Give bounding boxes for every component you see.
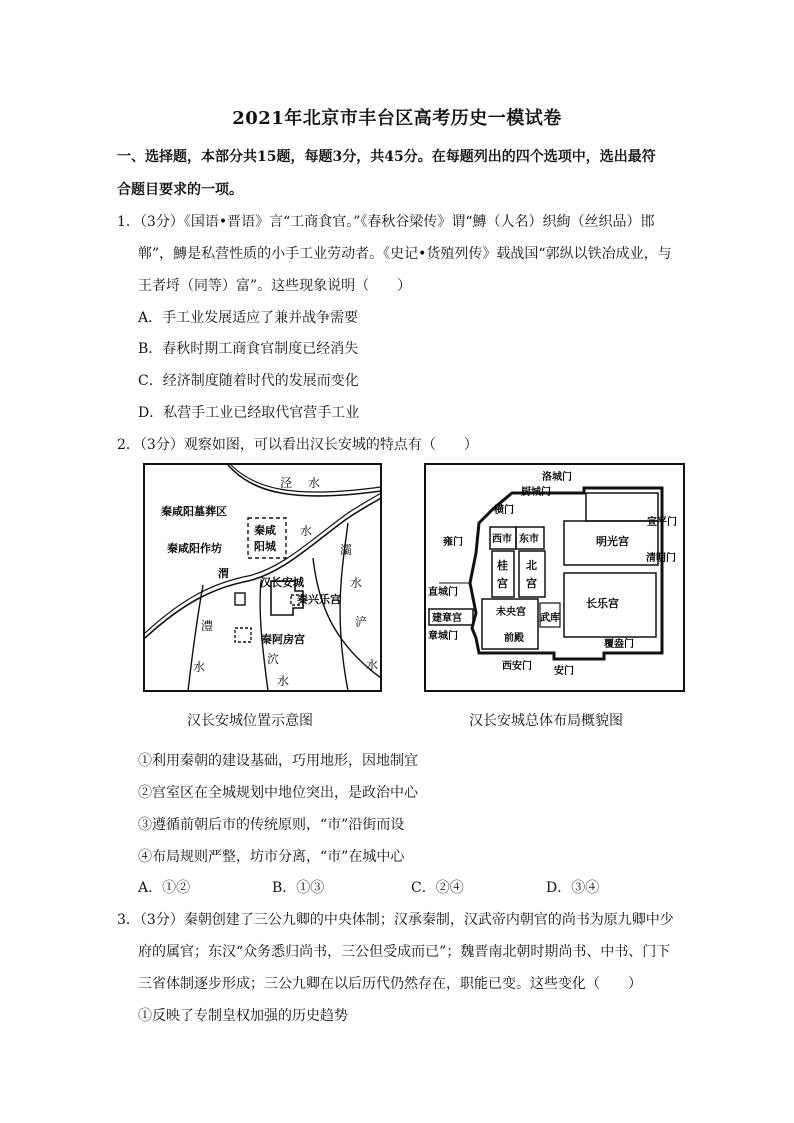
label-heng: 横门 xyxy=(494,505,514,516)
q1-option-b[interactable]: B．春秋时期工商食官制度已经消失 xyxy=(138,341,359,357)
q1-option-c[interactable]: C．经济制度随着时代的发展而变化 xyxy=(138,373,359,389)
q1-stem-line3: 王者埒（同等）富”。这些现象说明（ ） xyxy=(138,278,412,294)
q2-option-c[interactable]: C．②④ xyxy=(411,880,464,896)
q2-option-d[interactable]: D．③④ xyxy=(546,880,600,896)
label-xuanping: 宣平门 xyxy=(647,517,677,528)
label-jing-shui: 水 xyxy=(308,476,321,490)
label-efang: 秦阿房宫 xyxy=(261,633,305,646)
label-xianyang-2: 阳城 xyxy=(254,540,276,553)
label-bazheng: 覆盎门 xyxy=(604,639,634,650)
label-chucheng: 厨城门 xyxy=(521,487,551,498)
label-feng-shui: 水 xyxy=(193,660,206,674)
label-wuku: 武库 xyxy=(540,613,560,624)
label-jianzhang: 建章宫 xyxy=(432,613,462,624)
q2-option-a[interactable]: A．①② xyxy=(138,880,191,896)
q1-option-a[interactable]: A．手工业发展适应了兼并战争需要 xyxy=(138,310,359,326)
label-luocheng: 洛城门 xyxy=(542,472,572,483)
label-weiyang: 未央宫 xyxy=(496,607,526,618)
label-anmen: 安门 xyxy=(554,666,574,677)
q2-statement-1: ①利用秦朝的建设基础，巧用地形，因地制宜 xyxy=(138,753,418,769)
label-mudi: 秦咸阳墓葬区 xyxy=(161,505,227,518)
label-yong: 雍门 xyxy=(443,537,463,548)
location-map xyxy=(143,463,382,692)
label-chan-shui: 水 xyxy=(366,658,379,672)
label-xingle: 秦兴乐宫 xyxy=(297,593,341,606)
q2-statement-3: ③遵循前朝后市的传统原则，“市”沿街而设 xyxy=(138,817,405,833)
label-jue-shui: 水 xyxy=(277,674,290,688)
label-mingguang: 明光宫 xyxy=(596,535,629,548)
q2-stem: 2．（3分）观察如图，可以看出汉长安城的特点有（ ） xyxy=(117,437,478,453)
q2-option-b[interactable]: B．①③ xyxy=(272,880,325,896)
q1-stem-line1: 1．（3分）《国语•晋语》言“工商食官。”《春秋谷梁传》谓“鱄（人名）织絢（丝织品）邯 xyxy=(117,214,655,230)
label-ba: 灞 xyxy=(340,543,353,557)
label-qingming: 清明门 xyxy=(646,553,676,564)
label-bei-1: 北 xyxy=(526,559,537,572)
label-bei-2: 宫 xyxy=(526,577,537,590)
q3-statement-1: ①反映了专制皇权加强的历史趋势 xyxy=(138,1008,348,1024)
page-title: 2021年北京市丰台区高考历史一模试卷 xyxy=(232,108,562,129)
layout-map-caption: 汉长安城总体布局概貌图 xyxy=(469,713,623,729)
q3-stem-line1: 3．（3分）秦朝创建了三公九卿的中央体制；汉承秦制，汉武帝内朝官的尚书为原九卿中少 xyxy=(117,912,674,928)
label-changle: 长乐宫 xyxy=(586,597,619,610)
label-zuofang: 秦咸阳作坊 xyxy=(167,542,222,555)
label-jing: 泾 xyxy=(280,476,293,490)
label-chan: 浐 xyxy=(355,615,368,629)
label-wei: 渭 xyxy=(218,567,229,580)
q2-statement-2: ②宫室区在全城规划中地位突出，是政治中心 xyxy=(138,785,418,801)
label-xishi: 西市 xyxy=(492,534,512,545)
label-gui-1: 桂 xyxy=(497,559,508,572)
label-gui-2: 宫 xyxy=(497,577,508,590)
label-feng: 澧 xyxy=(201,619,214,633)
layout-map xyxy=(424,463,685,692)
section-instruction-line2: 合题目要求的一项。 xyxy=(117,182,243,198)
label-changan: 汉长安城 xyxy=(260,576,304,589)
label-xian: 西安门 xyxy=(502,661,532,672)
label-ba-shui: 水 xyxy=(350,576,363,590)
q3-stem-line3: 三省体制逐步形成；三公九卿在以后历代仍然存在，职能已变。这些变化（ ） xyxy=(138,976,642,992)
label-qiandian: 前殿 xyxy=(504,633,524,644)
label-zhicheng: 直城门 xyxy=(428,587,458,598)
label-zhangcheng: 章城门 xyxy=(428,631,458,642)
label-xianyang-1: 秦咸 xyxy=(254,524,276,537)
location-map-caption: 汉长安城位置示意图 xyxy=(187,713,313,729)
q1-option-d[interactable]: D．私营手工业已经取代官营手工业 xyxy=(138,405,360,421)
q2-statement-4: ④布局规则严整，坊市分离，“市”在城中心 xyxy=(138,849,405,865)
q3-stem-line2: 府的属官；东汉“众务悉归尚书，三公但受成而已”；魏晋南北朝时期尚书、中书、门下 xyxy=(138,944,671,960)
label-wei-shui: 水 xyxy=(300,524,313,538)
label-jue: 泬 xyxy=(267,652,280,666)
q1-stem-line2: 郸”，鱄是私营性质的小手工业劳动者。《史记•货殖列传》载战国“郭纵以铁冶成业，与 xyxy=(138,246,672,262)
label-dongshi: 东市 xyxy=(519,534,539,545)
section-instruction-line1: 一、选择题，本部分共15题，每题3分，共45分。在每题列出的四个选项中，选出最符 xyxy=(117,149,656,165)
